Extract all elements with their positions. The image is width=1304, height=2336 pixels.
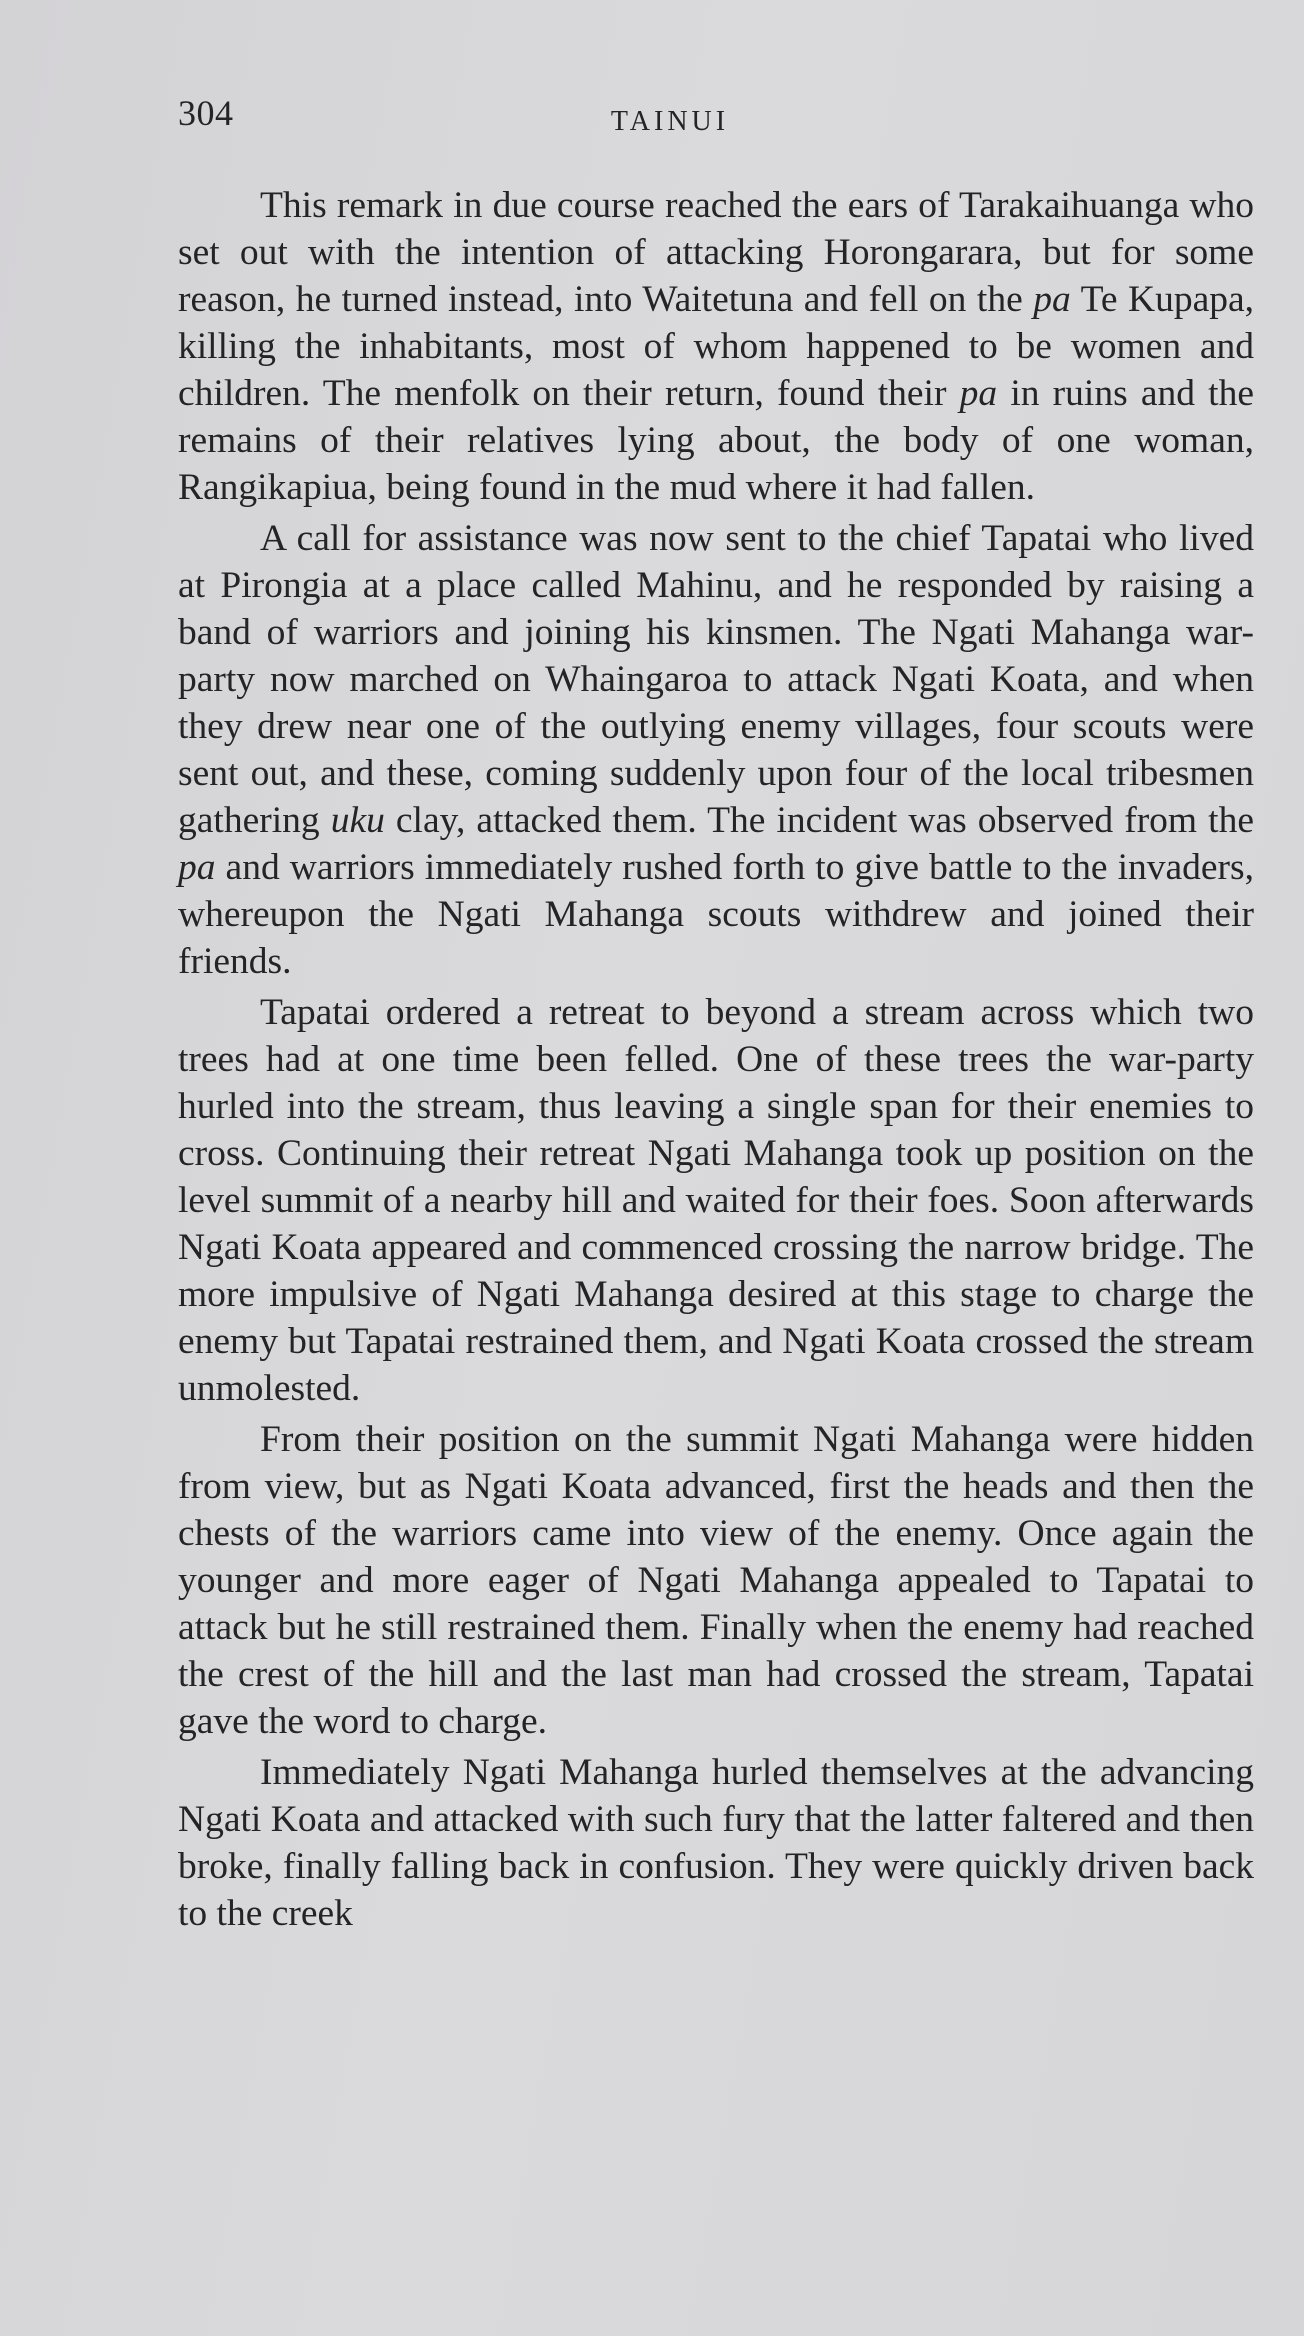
text-run: Te Kupapa, killing the inhabitants, most of whom happened to be women and children. The menfolk on their return, found their [178, 279, 1255, 414]
text-run: in ruins and the remains of their relatives lying about, the body of one woman, Rangikapiua, being found in the mud where it had fallen. [178, 373, 1254, 508]
text-run: and warriors immediately rushed forth to give battle to the invaders, whereupon the Ngati Mahanga scouts withdrew and joined their friends. [178, 847, 1254, 982]
paragraph-5: Immediately Ngati Mahanga hurled themselves at the advancing Ngati Koata and attacked with such fury that the latter faltered and then broke, finally falling back in confusion. They were quickly driven back to the creek [178, 1752, 1254, 1934]
text-run: A call for assistance was now sent to the chief Tapatai who lived at Pirongia at a place called Mahinu, and he responded by raising a band of warriors and joining his kinsmen. The Ngati Mahanga war-party now marched on Whaingaroa to attack Ngati Koata, and when they drew near one of the outlying enemy villages, four scouts were sent out, and these, coming suddenly upon four of the local tribesmen gathering [178, 518, 1254, 841]
page-number: 304 [178, 93, 234, 133]
text-run: This remark in due course reached the ears of Tarakaihuanga who set out with the intention of attacking Horongarara, but for some reason, he turned instead, into Waitetuna and fell on the [178, 185, 1254, 320]
paragraph-2 [178, 515, 1254, 985]
italic-term: pa [959, 373, 998, 414]
italic-term: pa [1033, 279, 1071, 320]
italic-term: uku [330, 800, 385, 841]
body-text [178, 182, 1254, 1941]
text-run: clay, attacked them. The incident was observed from the [384, 800, 1254, 841]
running-head: TAINUI [610, 106, 730, 137]
paragraph-3: Tapatai ordered a retreat to beyond a stream across which two trees had at one time been felled. One of these trees the war-party hurled into the stream, thus leaving a single span for their enemies to cross. Continuing their retreat Ngati Mahanga took up position on the level summit of a nearby hill and waited for their foes. Soon afterwards Ngati Koata appeared and commenced crossing the narrow bridge. The more impulsive of Ngati Mahanga desired at this stage to charge the enemy but Tapatai restrained them, and Ngati Koata crossed the stream unmolested. [178, 992, 1254, 1409]
paragraph-4: From their position on the summit Ngati Mahanga were hidden from view, but as Ngati Koata advanced, first the heads and then the chests of the warriors came into view of the enemy. Once again the younger and more eager of Ngati Mahanga appealed to Tapatai to attack but he still restrained them. Finally when the enemy had reached the crest of the hill and the last man had crossed the stream, Tapatai gave the word to charge. [178, 1419, 1254, 1742]
paragraph-1 [178, 182, 1254, 511]
italic-term: pa [178, 847, 216, 888]
